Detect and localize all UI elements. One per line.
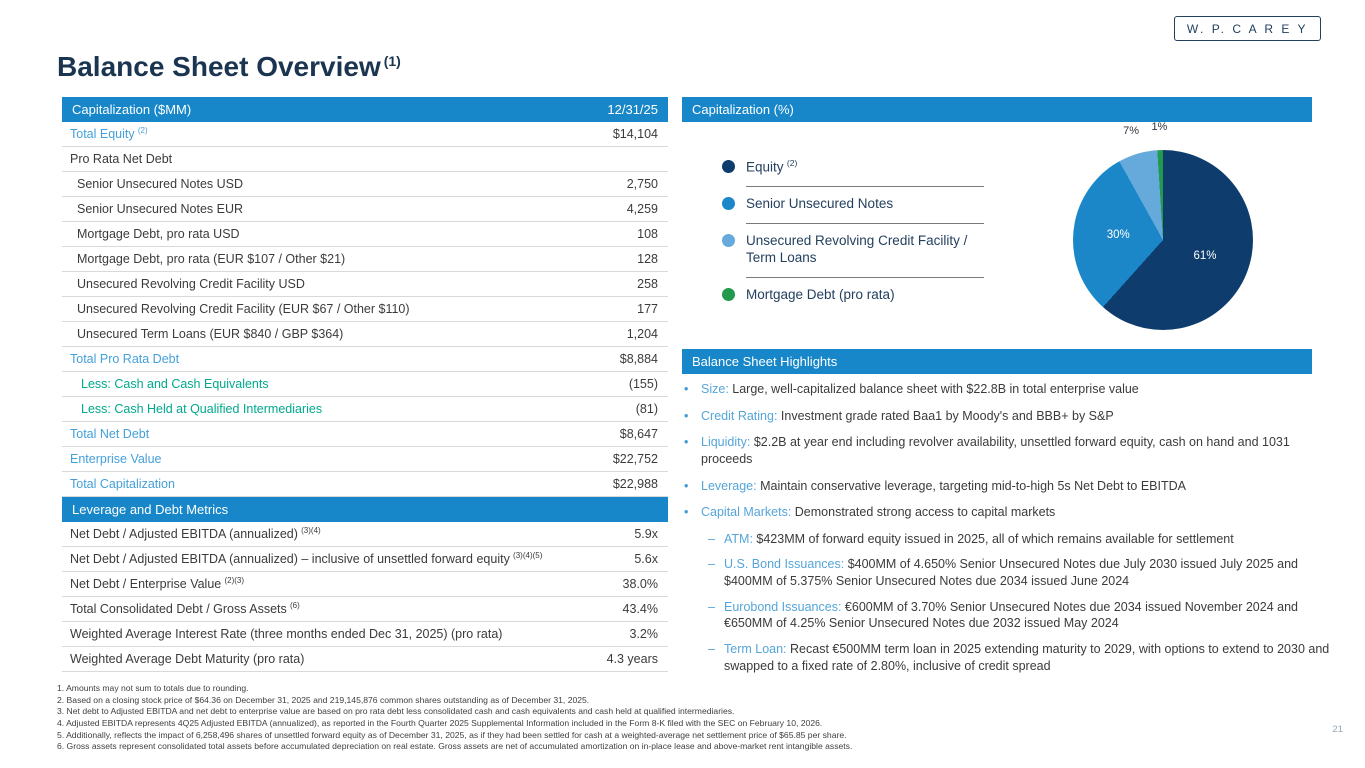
table-row	[62, 397, 668, 422]
row-label: Unsecured Term Loans (EUR $840 / GBP $364)	[77, 327, 344, 341]
bullet-icon: •	[684, 505, 689, 520]
legend-item	[722, 232, 984, 278]
table-row	[62, 597, 668, 622]
cap-pct-title: Capitalization (%)	[692, 102, 794, 117]
footnote-line: 3. Net debt to Adjusted EBITDA and net debt to enterprise value are based on pro rata debt less consolidated cash and cash equivalents and cash held at qualified intermediaries.	[57, 706, 735, 717]
row-value: 108	[637, 227, 658, 241]
page-number: 21	[1332, 724, 1343, 735]
row-value: 38.0%	[622, 577, 658, 591]
row-value: 258	[637, 277, 658, 291]
legend-dot-icon	[722, 160, 735, 173]
row-label: Net Debt / Adjusted EBITDA (annualized) $^{(3)(4)}$	[70, 526, 321, 542]
footnote-line: 1. Amounts may not sum to totals due to rounding.	[57, 683, 249, 693]
highlight-item	[708, 531, 1336, 548]
row-label: Total Equity $^{(2)}$	[70, 126, 148, 142]
table-row	[62, 422, 668, 447]
highlight-item	[684, 408, 1336, 425]
row-value: 128	[637, 252, 658, 266]
footnote-line: 2. Based on a closing stock price of $64.36 on December 31, 2025 and 219,145,876 common shares outstanding as of December 31, 2025.	[57, 694, 590, 705]
table-row	[62, 197, 668, 222]
row-label: Unsecured Revolving Credit Facility USD	[77, 277, 305, 291]
highlight-lead: Liquidity:	[701, 435, 754, 450]
legend-item	[722, 158, 984, 187]
highlight-lead: Term Loan:	[724, 641, 791, 656]
highlight-item	[708, 641, 1336, 674]
row-label: Mortgage Debt, pro rata USD	[77, 227, 240, 241]
title-footnote-ref: (1)	[383, 52, 401, 69]
highlight-lead: ATM:	[724, 531, 757, 546]
row-value: 1,204	[626, 327, 658, 341]
row-label: Net Debt / Enterprise Value $^{(2)(3)}$	[70, 576, 245, 592]
highlight-lead: Capital Markets:	[701, 505, 795, 520]
table-row	[62, 297, 668, 322]
highlight-text: Liquidity: $2.2B at year end including revolver availability, unsettled forward equity, cash on hand and 1031 proceeds	[701, 435, 1290, 466]
highlight-lead: Size:	[701, 382, 733, 396]
highlight-text: Credit Rating: Investment grade rated Baa1 by Moody's and BBB+ by S&P	[701, 408, 1114, 423]
row-value: 4,259	[626, 202, 658, 216]
row-value: 5.9x	[634, 527, 658, 541]
row-label: Senior Unsecured Notes EUR	[77, 202, 244, 216]
highlight-lead: Credit Rating:	[701, 408, 781, 423]
footnote-line: 4. Adjusted EBITDA represents 4Q25 Adjusted EBITDA (annualized), as reported in the Fourth Quarter 2025 Supplemental Information included in the Form 8-K filed with the SEC on February 10, 2026.	[57, 718, 823, 729]
leverage-table-body	[62, 522, 668, 672]
table-row	[62, 347, 668, 372]
highlight-item	[684, 381, 1336, 398]
legend-dot-icon	[722, 234, 735, 247]
legend-dot-icon	[722, 288, 735, 301]
table-row	[62, 322, 668, 347]
highlight-text: Size: Large, well-capitalized balance sheet with $22.8B in total enterprise value	[701, 382, 1139, 396]
highlights-header	[682, 349, 1312, 374]
table-row	[62, 447, 668, 472]
dash-icon: –	[708, 557, 715, 572]
row-label: Pro Rata Net Debt	[70, 152, 173, 166]
footnote-ref: (3)(4)(5)	[510, 551, 543, 561]
leverage-title: Leverage and Debt Metrics	[72, 502, 229, 517]
highlights-title: Balance Sheet Highlights	[692, 354, 838, 369]
highlight-lead: U.S. Bond Issuances:	[724, 557, 848, 572]
dash-icon: –	[708, 641, 715, 656]
pie-slice-label: 61%	[1193, 250, 1217, 263]
legend-item	[722, 195, 984, 224]
pie	[1073, 150, 1253, 330]
table-row	[62, 372, 668, 397]
highlight-lead: Leverage:	[701, 478, 761, 493]
row-label: Enterprise Value	[70, 452, 162, 466]
table-row	[62, 222, 668, 247]
highlight-item	[684, 478, 1336, 495]
row-value: $14,104	[612, 127, 658, 141]
row-label: Total Pro Rata Debt	[70, 352, 180, 366]
highlight-text: Leverage: Maintain conservative leverage, targeting mid-to-high 5s Net Debt to EBITDA	[701, 478, 1186, 493]
row-value: 43.4%	[622, 602, 658, 616]
footnote-ref: (2)(3)	[222, 576, 245, 586]
row-value: $22,988	[612, 477, 658, 491]
capitalization-pie-chart	[682, 122, 1312, 349]
legend-dot-icon	[722, 197, 735, 210]
row-label: Unsecured Revolving Credit Facility (EUR $67 / Other $110)	[77, 302, 410, 316]
bullet-icon: •	[684, 408, 689, 423]
footnote-line: 6. Gross assets represent consolidated total assets before accumulated depreciation on real estate. Gross assets are net of accumulated amortization on in-place lease and above-market rent intangible assets.	[57, 741, 853, 752]
highlight-text: Capital Markets: Demonstrated strong access to capital markets	[701, 505, 1056, 520]
row-value: $8,884	[619, 352, 658, 366]
row-value: $8,647	[619, 427, 658, 441]
row-label: Total Consolidated Debt / Gross Assets $^{(6)}$	[70, 601, 300, 617]
footnote-ref: (2)	[784, 158, 798, 168]
pie-slice-label: 1%	[1151, 120, 1168, 133]
highlight-item	[684, 504, 1336, 521]
row-label: Weighted Average Debt Maturity (pro rata)	[70, 652, 305, 666]
pie-slice-label: 7%	[1123, 125, 1139, 138]
dash-icon: –	[708, 599, 715, 614]
row-value: (81)	[635, 402, 658, 416]
footnote-ref: (3)(4)	[298, 526, 321, 536]
legend-label: Equity $^{(2)}$	[746, 158, 984, 187]
row-label: Mortgage Debt, pro rata (EUR $107 / Other $21)	[77, 252, 346, 266]
row-value: $22,752	[612, 452, 658, 466]
table-row	[62, 172, 668, 197]
highlight-text: U.S. Bond Issuances: $400MM of 4.650% Senior Unsecured Notes due July 2030 issued July 2025 and $400MM of 5.375% Senior Unsecured Notes due 2034 issued June 2024	[724, 557, 1298, 588]
bullet-icon: •	[684, 435, 689, 450]
row-label: Total Net Debt	[70, 427, 150, 441]
table-row	[62, 122, 668, 147]
footnote-ref: (6)	[287, 601, 300, 611]
row-label: Less: Cash Held at Qualified Intermediaries	[81, 402, 323, 416]
row-value: 5.6x	[634, 552, 658, 566]
table-row	[62, 272, 668, 297]
highlights-list	[684, 381, 1336, 683]
cap-pct-header	[682, 97, 1312, 122]
table-row	[62, 622, 668, 647]
row-value: 2,750	[626, 177, 658, 191]
table-row	[62, 247, 668, 272]
table-row	[62, 647, 668, 672]
table-row	[62, 572, 668, 597]
highlight-item	[684, 434, 1336, 467]
table-row	[62, 522, 668, 547]
table-row	[62, 147, 668, 172]
row-label: Total Capitalization	[70, 477, 175, 491]
highlight-text: ATM: $423MM of forward equity issued in 2025, all of which remains available for settlement	[724, 531, 1234, 546]
table-row	[62, 472, 668, 497]
row-label: Less: Cash and Cash Equivalents	[81, 377, 269, 391]
bullet-icon: •	[684, 382, 689, 396]
row-value: 3.2%	[629, 627, 658, 641]
footnotes	[57, 683, 1319, 753]
highlight-text: Eurobond Issuances: €600MM of 3.70% Senior Unsecured Notes due 2034 issued November 2024 and €650MM of 4.25% Senior Unsecured Notes due 2032 issued May 2024	[724, 599, 1298, 631]
wp-carey-logo: W. P. C A R E Y	[1174, 16, 1321, 41]
cap-table-date: 12/31/25	[607, 102, 658, 117]
table-row	[62, 547, 668, 572]
pie-slice-label: 30%	[1106, 229, 1130, 241]
highlight-item	[708, 599, 1336, 632]
row-value: 177	[637, 302, 658, 316]
cap-table-body	[62, 122, 668, 497]
dash-icon: –	[708, 531, 715, 546]
highlight-lead: Eurobond Issuances:	[724, 599, 845, 614]
legend-label: Senior Unsecured Notes	[746, 195, 984, 224]
highlight-text: Term Loan: Recast €500MM term loan in 2025 extending maturity to 2029, with options to extend to 2030 and swapped to a fixed rate of 2.80%, inclusive of credit spread	[724, 641, 1330, 673]
row-label: Senior Unsecured Notes USD	[77, 177, 244, 191]
highlight-item	[708, 556, 1336, 589]
cap-table-header	[62, 97, 668, 122]
leverage-header	[62, 497, 668, 522]
legend-label: Unsecured Revolving Credit Facility / Term Loans	[746, 232, 984, 278]
row-value: 4.3 years	[606, 652, 658, 666]
row-label: Net Debt / Adjusted EBITDA (annualized) – inclusive of unsettled forward equity $^{(3)(4)(5)}$	[70, 551, 543, 567]
row-label: Weighted Average Interest Rate (three months ended Dec 31, 2025) (pro rata)	[70, 627, 503, 641]
legend-label: Mortgage Debt (pro rata)	[746, 286, 895, 302]
pie-legend	[722, 158, 984, 321]
page-title	[57, 51, 401, 83]
footnote-ref: (2)	[135, 126, 148, 136]
title-text: Balance Sheet Overview	[57, 51, 381, 82]
row-value: (155)	[628, 377, 658, 391]
cap-table-title: Capitalization ($MM)	[72, 102, 192, 117]
legend-item	[722, 286, 984, 314]
bullet-icon: •	[684, 478, 689, 493]
footnote-line: 5. Additionally, reflects the impact of 6,258,496 shares of unsettled forward equity as of December 31, 2025, as if they had been settled for cash at a weighted-average net settlement price of $65.85 per share.	[57, 729, 847, 740]
